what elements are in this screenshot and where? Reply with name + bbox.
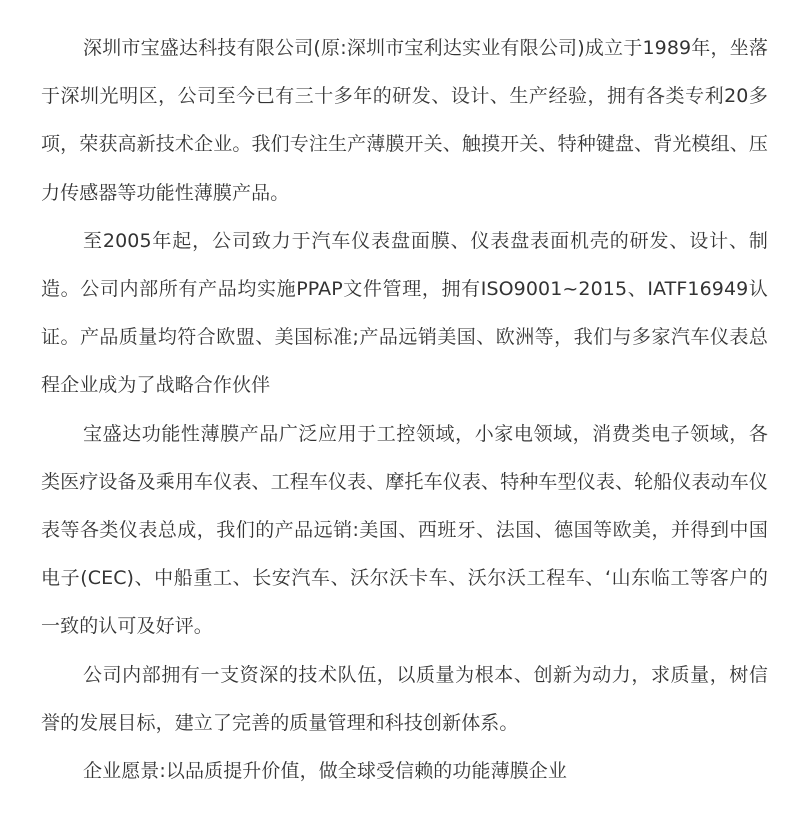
- paragraph-company-history: 深圳市宝盛达科技有限公司(原:深圳市宝利达实业有限公司)成立于1989年，坐落于深圳光明区，公司至今已有三十多年的研发、设计、生产经验，拥有各类专利20多项，荣获高新技术企业。我们专注生产薄膜开关、触摸开关、特种键盘、背光模组、压力传感器等功能性薄膜产品。: [41, 37, 768, 204]
- paragraph-corporate-vision: 企业愿景:以品质提升价值，做全球受信赖的功能薄膜企业: [83, 760, 568, 783]
- paragraph-product-applications: 宝盛达功能性薄膜产品广泛应用于工控领域，小家电领域，消费类电子领域，各类医疗设备及乘用车仪表、工程车仪表、摩托车仪表、特种车型仪表、轮船仪表动车仪表等各类仪表总成，我们的产品远销:美国、西班牙、法国、德国等欧美，并得到中国电子(CEC)、中船重工、长安汽车、沃尔沃卡车、沃尔沃工程车、‘山东临工等客户的一致的认可及好评。: [41, 422, 768, 638]
- paragraph-technical-team: 公司内部拥有一支资深的技术队伍，以质量为根本、创新为动力，求质量，树信誉的发展目标，建立了完善的质量管理和科技创新体系。: [41, 663, 768, 734]
- paragraph-automotive-focus: 至2005年起，公司致力于汽车仪表盘面膜、仪表盘表面机壳的研发、设计、制造。公司内部所有产品均实施PPAP文件管理，拥有ISO9001~2015、IATF16949认证。产品质量均符合欧盟、美国标准;产品远销美国、欧洲等，我们与多家汽车仪表总程企业成为了战略合作伙伴: [41, 229, 768, 397]
